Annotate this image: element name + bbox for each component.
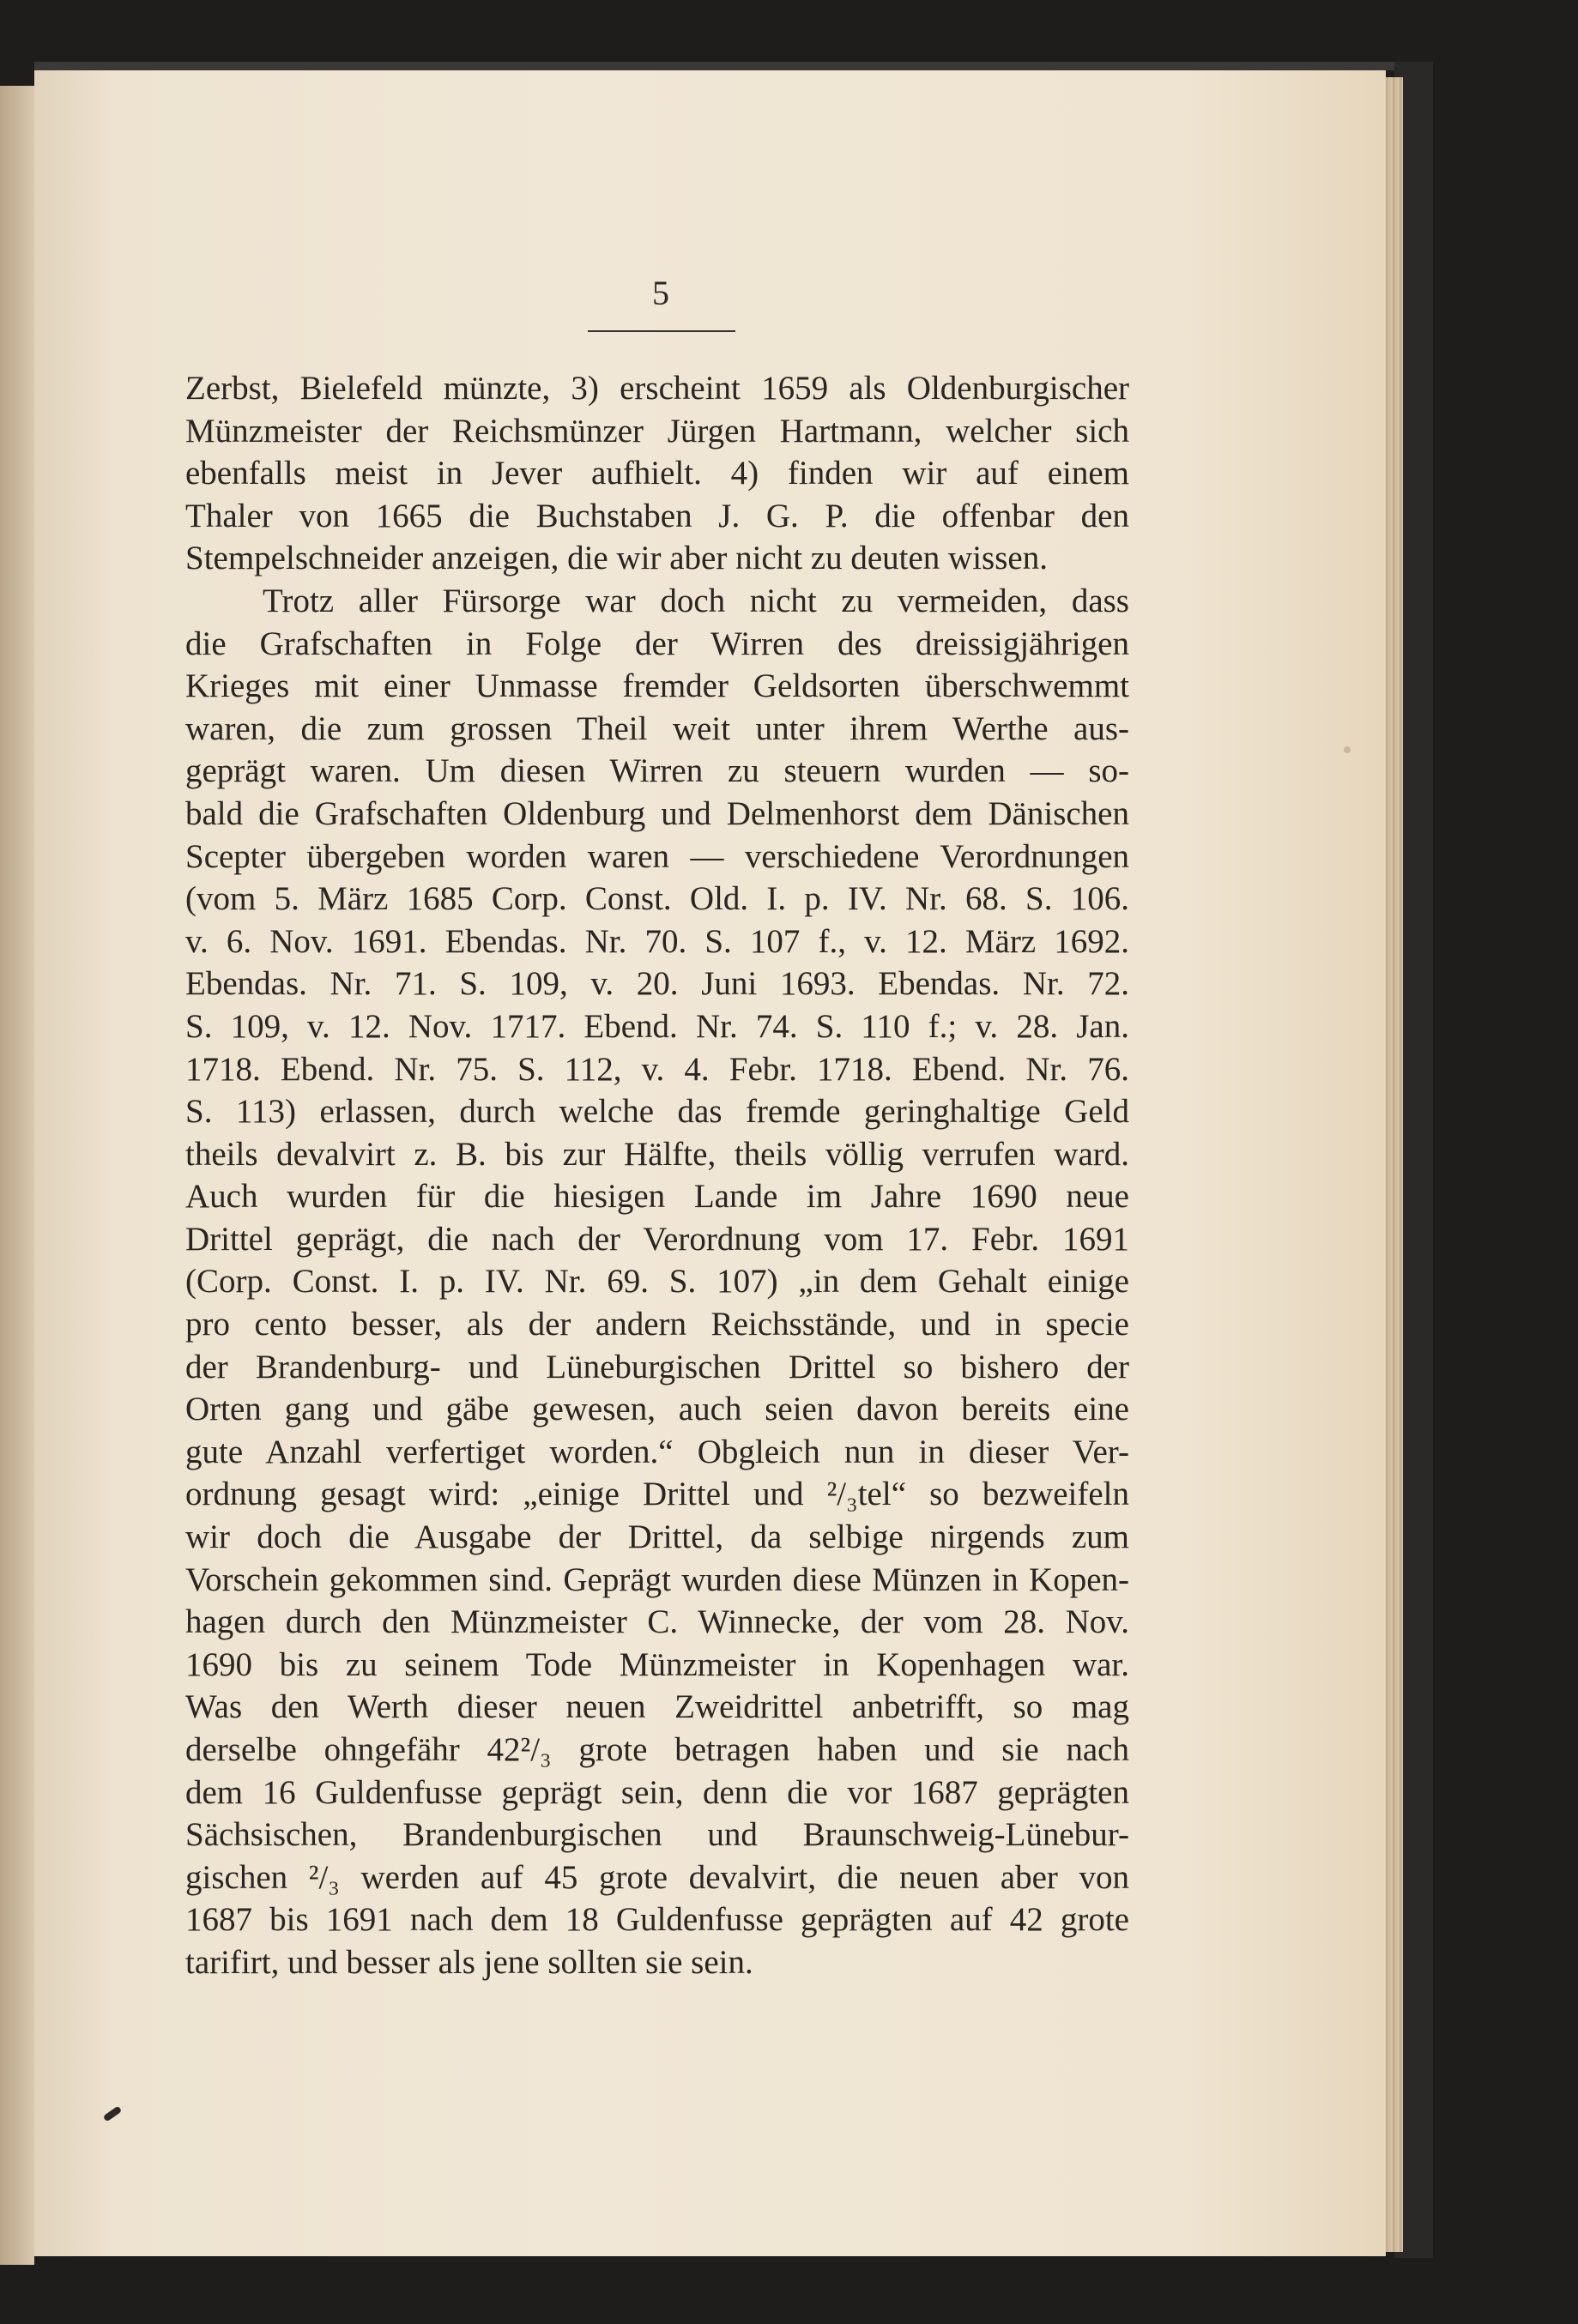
text-line: ordnung gesagt wird: „einige Drittel und ²/₃tel“ so bezweifeln xyxy=(185,1476,1129,1513)
text-line: wir doch die Ausgabe der Drittel, da selbige nirgends zum xyxy=(185,1518,1129,1556)
text-line: Thaler von 1665 die Buchstaben J. G. P. die offenbar den xyxy=(185,497,1129,534)
previous-page-edge xyxy=(0,86,34,2265)
text-line: Auch wurden für die hiesigen Lande im Jahre 1690 neue xyxy=(185,1178,1129,1216)
page-number: 5 xyxy=(652,274,669,312)
text-line: S. 113) erlassen, durch welche das fremde geringhaltige Geld xyxy=(185,1093,1129,1131)
text-line: (vom 5. März 1685 Corp. Const. Old. I. p. IV. Nr. 68. S. 106. xyxy=(185,880,1129,918)
text-line: theils devalvirt z. B. bis zur Hälfte, theils völlig verrufen ward. xyxy=(185,1135,1129,1173)
text-line: der Brandenburg- und Lüneburgischen Drittel so bishero der xyxy=(185,1348,1129,1385)
text-line: 1690 bis zu seinem Tode Münzmeister in Kopenhagen war. xyxy=(185,1645,1129,1683)
text-line: Münzmeister der Reichsmünzer Jürgen Hartmann, welcher sich xyxy=(185,412,1129,450)
text-line: (Corp. Const. I. p. IV. Nr. 69. S. 107) „in dem Gehalt einige xyxy=(185,1263,1129,1301)
header-rule xyxy=(588,330,735,332)
text-line: 1687 bis 1691 nach dem 18 Guldenfusse geprägten auf 42 grote xyxy=(185,1901,1129,1939)
text-line: 1718. Ebend. Nr. 75. S. 112, v. 4. Febr. 1718. Ebend. Nr. 76. xyxy=(185,1050,1129,1088)
text-line: Krieges mit einer Unmasse fremder Geldsorten überschwemmt xyxy=(185,667,1129,705)
page-body xyxy=(185,367,1129,1984)
text-line: Trotz aller Fürsorge war doch nicht zu vermeiden, dass xyxy=(263,582,1129,619)
text-line: Ebendas. Nr. 71. S. 109, v. 20. Juni 1693. Ebendas. Nr. 72. xyxy=(185,965,1129,1003)
text-line: Orten gang und gäbe gewesen, auch seien davon bereits eine xyxy=(185,1391,1129,1428)
text-line: Vorschein gekommen sind. Geprägt wurden diese Münzen in Kopen- xyxy=(185,1560,1129,1598)
text-line: ebenfalls meist in Jever aufhielt. 4) finden wir auf einem xyxy=(185,455,1129,492)
text-line: waren, die zum grossen Theil weit unter ihrem Werthe aus- xyxy=(185,709,1129,747)
text-line: geprägt waren. Um diesen Wirren zu steuern wurden — so- xyxy=(185,752,1129,790)
paper-speck xyxy=(1344,746,1351,753)
text-line: derselbe ohngefähr 42²/₃ grote betragen haben und sie nach xyxy=(185,1731,1129,1768)
text-line: Was den Werth dieser neuen Zweidrittel anbetrifft, so mag xyxy=(185,1688,1129,1726)
text-line: hagen durch den Münzmeister C. Winnecke, der vom 28. Nov. xyxy=(185,1603,1129,1641)
text-line: pro cento besser, als der andern Reichsstände, und in specie xyxy=(185,1306,1129,1343)
book-cover-top-edge xyxy=(34,62,1429,70)
text-line: Stempelschneider anzeigen, die wir aber nicht zu deuten wissen. xyxy=(185,540,1048,577)
text-line: tarifirt, und besser als jene sollten sie sein. xyxy=(185,1943,753,1981)
text-line: gute Anzahl verfertiget worden.“ Obgleich nun in dieser Ver- xyxy=(185,1433,1129,1470)
text-line: Drittel geprägt, die nach der Verordnung vom 17. Febr. 1691 xyxy=(185,1220,1129,1258)
text-line: bald die Grafschaften Oldenburg und Delmenhorst dem Dänischen xyxy=(185,794,1129,832)
text-line: Scepter übergeben worden waren — verschiedene Verordnungen xyxy=(185,837,1129,875)
text-line: Zerbst, Bielefeld münzte, 3) erscheint 1659 als Oldenburgischer xyxy=(185,370,1129,407)
text-line: die Grafschaften in Folge der Wirren des dreissigjährigen xyxy=(185,625,1129,662)
text-line: gischen ²/₃ werden auf 45 grote devalvirt, die neuen aber von xyxy=(185,1858,1129,1896)
text-line: dem 16 Guldenfusse geprägt sein, denn die vor 1687 geprägten xyxy=(185,1773,1129,1811)
text-line: S. 109, v. 12. Nov. 1717. Ebend. Nr. 74. S. 110 f.; v. 28. Jan. xyxy=(185,1007,1129,1045)
text-line: Sächsischen, Brandenburgischen und Braunschweig-Lünebur- xyxy=(185,1816,1129,1854)
text-line: v. 6. Nov. 1691. Ebendas. Nr. 70. S. 107 f., v. 12. März 1692. xyxy=(185,922,1129,960)
